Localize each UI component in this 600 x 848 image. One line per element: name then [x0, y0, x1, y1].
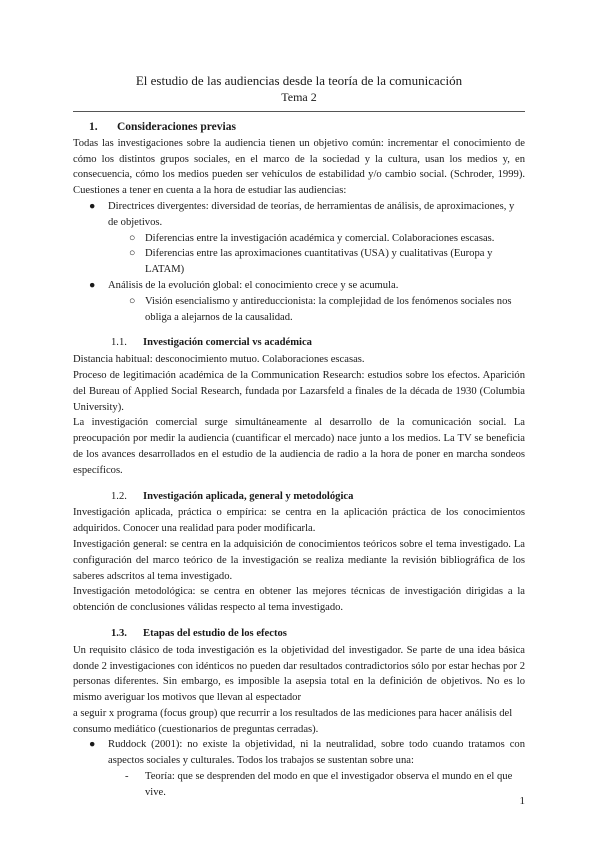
subsection-title: Investigación comercial vs académica [143, 337, 312, 349]
bullet-icon: ● [89, 739, 96, 751]
subsection-number: 1.3. [111, 627, 127, 639]
sub-list-item: - Teoría: que se desprenden del modo en que el investigador observa el mundo en el que vive. [125, 771, 513, 798]
document-subtitle: Tema 2 [281, 90, 317, 104]
sub-list-item: ○ Visión esencialismo y antireduccionista: la complejidad de los fenómenos sociales nos obliga a alejarnos de la causalidad. [129, 295, 512, 323]
dash-bullet-icon: - [125, 771, 129, 783]
list-item: ● Directrices divergentes: diversidad de teorías, de herramientas de análisis, de aproximaciones, y de objetivos. [89, 200, 515, 228]
paragraph: Un requisito clásico de toda investigación es la objetividad del investigador. Se parte de una idea básica donde 2 investigaciones con idénticos no pueden dar resultados contradictorios sólo por estar hechas por 2 personas diferentes. Sin embargo, es imposible la asepsia total en la definición de objetivos. No es lo mismo averiguar los motivos que llevan al espectador [73, 644, 525, 704]
paragraph: Proceso de legitimación académica de la Communication Research: estudios sobre los efectos. Aparición del Bureau of Applied Social Research, fundada por Lazarsfeld a finales de la década de 1930 (Columbia University). [73, 369, 525, 413]
section-number: 1. [89, 121, 98, 133]
subsection-heading [111, 489, 525, 505]
paragraph: Investigación general: se centra en la adquisición de conocimientos teóricos sobre el tema investigado. La configuración del marco teórico de la investigación se realiza mediante la revisión bibliográfica de los saberes adscritos al tema investigado. [73, 538, 525, 582]
paragraph: La investigación comercial surge simultáneamente al desarrollo de la comunicación social. La preocupación por medir la audiencia (cuantificar el mercado) nace junto a los medios. La TV se beneficia de los avances desarrollados en el estudio de la audiencia de radio a la hora de poner en marcha sondeos específicos. [73, 417, 525, 476]
paragraph: Distancia habitual: desconocimiento mutuo. Colaboraciones escasas. [73, 354, 365, 366]
bullet-list [73, 737, 525, 800]
page-content [73, 72, 525, 801]
subsection-number: 1.2. [111, 490, 127, 502]
list-item: ● Análisis de la evolución global: el conocimiento crece y se acumula. [73, 278, 525, 294]
section-title: Consideraciones previas [117, 121, 236, 133]
circle-bullet-icon: ○ [129, 248, 136, 260]
circle-bullet-icon: ○ [129, 295, 136, 307]
circle-bullet-icon: ○ [129, 232, 136, 244]
bullet-icon: ● [89, 279, 96, 291]
paragraph: Investigación metodológica: se centra en obtener las mejores técnicas de investigación dirigidas a la obtención de conclusiones válidas respecto al tema investigado. [73, 586, 525, 614]
bullet-list [73, 199, 525, 325]
page-number: 1 [519, 795, 525, 807]
section-heading [89, 120, 525, 136]
section-intro: Todas las investigaciones sobre la audiencia tienen un objetivo común: incrementar el conocimiento de cómo los distintos grupos sociales, en el marco de la sociedad y la cultura, usan los medios y, en consecuencia, cómo los medios pueden ser vehículos de estabilidad y/o cambio social. (Schroder, 1999). Cuestiones a tener en cuenta a la hora de estudiar las audiencias: [73, 137, 525, 197]
sub-list-item: ○ Diferencias entre las aproximaciones cuantitativas (USA) y cualitativas (Europa y LATAM) [129, 248, 493, 276]
subsection-heading [111, 335, 525, 351]
list-item: ● Ruddock (2001): no existe la objetividad, ni la neutralidad, sobre todo cuando tratamos con aspectos sociales y culturales. Todos los trabajos se sustentan sobre una: [89, 739, 525, 767]
subsection-title: Etapas del estudio de los efectos [143, 627, 287, 639]
paragraph: a seguir x programa (focus group) que recurrir a los resultados de las mediciones para hacer análisis del consumo mediático (cuestionarios de preguntas cerradas). [73, 707, 513, 735]
paragraph: Investigación aplicada, práctica o empírica: se centra en la aplicación práctica de los conocimientos adquiridos. Conocer una realidad para poder modificarla. [73, 507, 525, 535]
subsection-title: Investigación aplicada, general y metodológica [143, 490, 354, 502]
subsection-number: 1.1. [111, 337, 127, 349]
bullet-icon: ● [89, 200, 96, 212]
sub-list-item: ○ Diferencias entre la investigación académica y comercial. Colaboraciones escasas. [73, 231, 525, 247]
subsection-heading [111, 626, 525, 642]
document-title: El estudio de las audiencias desde la teoría de la comunicación [135, 73, 463, 88]
title-divider [73, 111, 525, 112]
